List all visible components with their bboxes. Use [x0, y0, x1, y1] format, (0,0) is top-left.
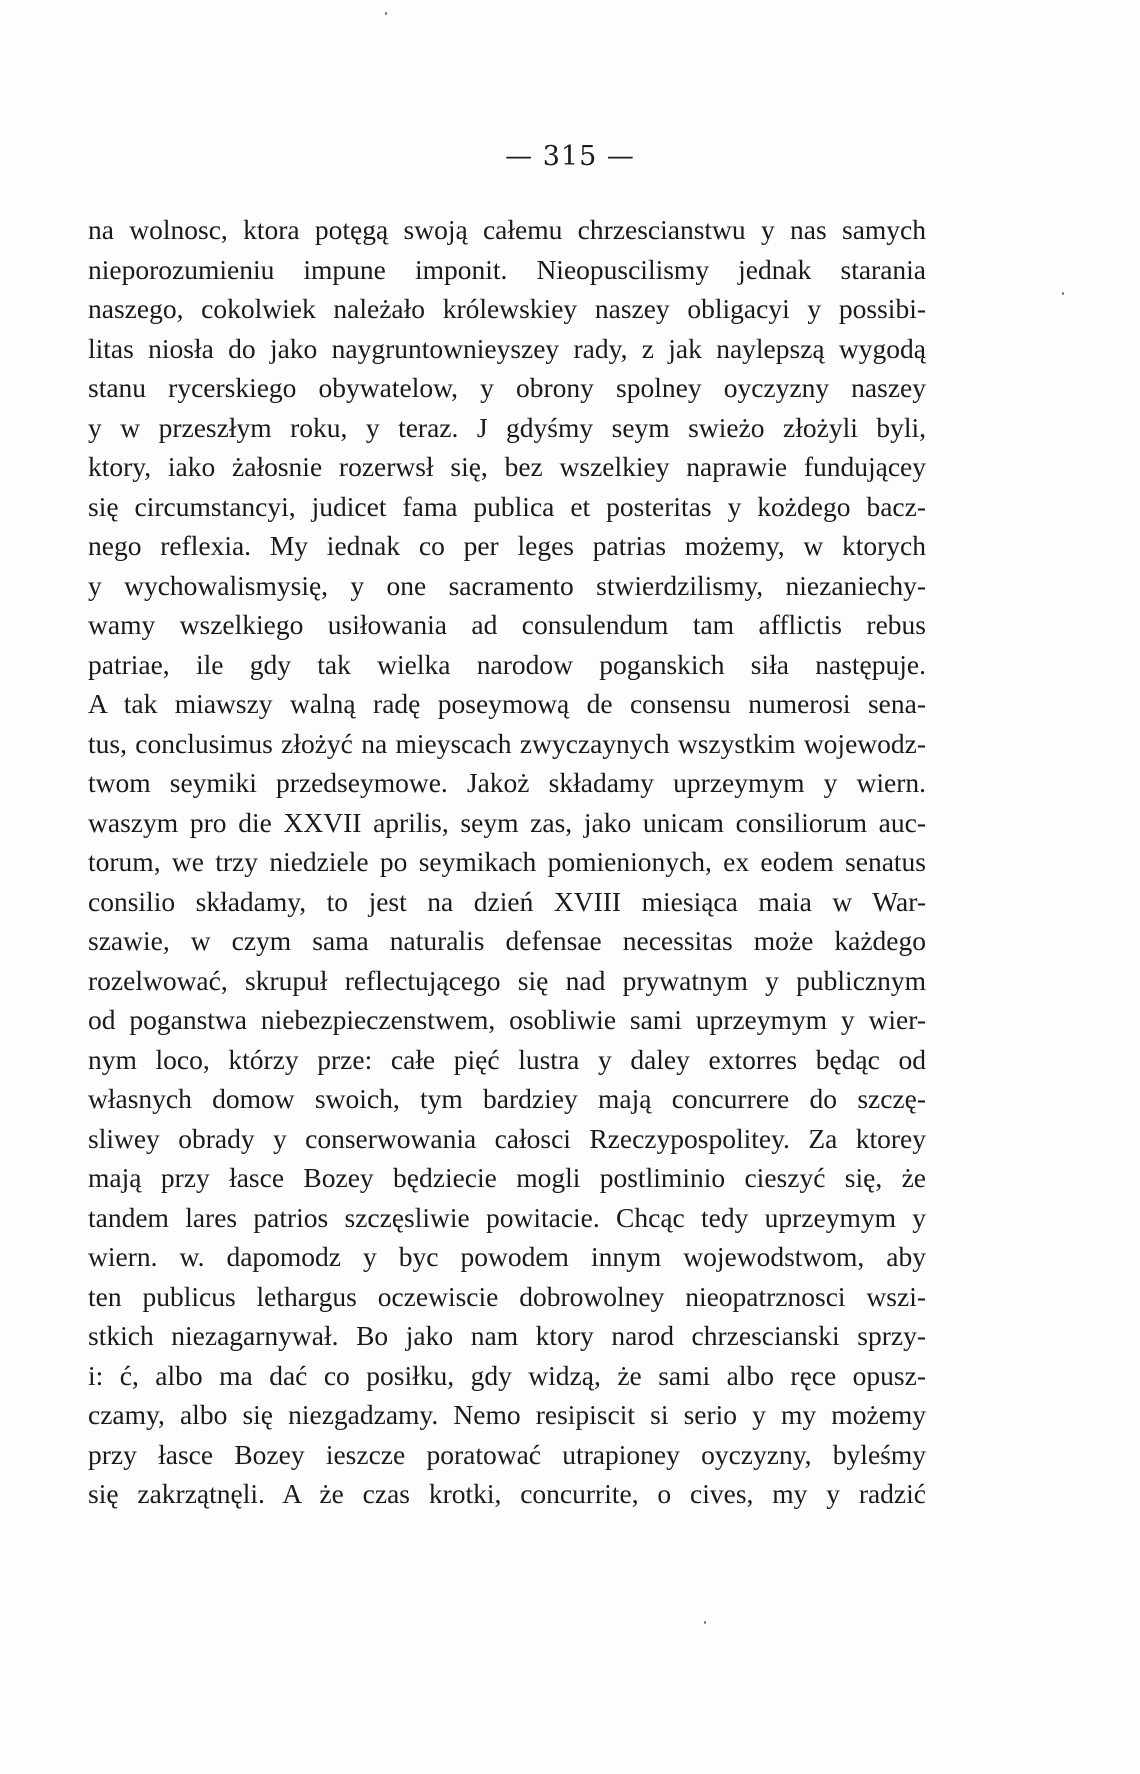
text-line: waszym pro die XXVII aprilis, seym zas, jako unicam consiliorum auc-	[88, 806, 926, 838]
text-line: przy łasce Bozey ieszcze poratować utrapioney oyczyzny, byleśmy	[88, 1438, 926, 1470]
paper-speck	[704, 1621, 706, 1624]
text-line: A tak miawszy walną radę poseymową de consensu numerosi sena-	[88, 688, 926, 719]
text-line: wamy wszelkiego usiłowania ad consulendum tam afflictis rebus	[88, 609, 926, 640]
text-line: torum, we trzy niedziele po seymikach pomienionych, ex eodem senatus	[88, 846, 926, 877]
text-line: własnych domow swoich, tym bardziey mają concurrere do szczę-	[88, 1083, 926, 1114]
paper-speck	[1062, 292, 1064, 295]
text-line: szawie, w czym sama naturalis defensae necessitas może każdego	[88, 925, 926, 956]
text-line: nieporozumieniu impune imponit. Nieopuscilismy jednak starania	[88, 253, 926, 285]
paper-speck	[385, 12, 387, 15]
text-line: się zakrzątnęli. A że czas krotki, concurrite, o cives, my y radzić	[88, 1478, 926, 1509]
text-line: y wychowalismysię, y one sacramento stwierdzilismy, niezaniechy-	[88, 569, 926, 601]
text-line: od poganstwa niebezpieczenstwem, osobliwie sami uprzeymym y wier-	[88, 1004, 926, 1035]
text-line: mają przy łasce Bozey będziecie mogli postliminio cieszyć się, że	[88, 1162, 926, 1193]
text-line: nym loco, którzy prze: całe pięć lustra y daley extorres będąc od	[88, 1043, 926, 1075]
page-number: — 315 —	[505, 141, 635, 172]
text-line: się circumstancyi, judicet fama publica et posteritas y kożdego bacz-	[88, 490, 926, 522]
text-line: sliwey obrady y conserwowania całosci Rzeczypospolitey. Za ktorey	[88, 1122, 926, 1154]
text-line: patriae, ile gdy tak wielka narodow poganskich siła następuje.	[88, 648, 926, 680]
body-text	[88, 210, 926, 1514]
text-line: wiern. w. dapomodz y byc powodem innym wojewodstwom, aby	[88, 1241, 926, 1272]
text-line: nego reflexia. My iednak co per leges patrias możemy, w ktorych	[88, 530, 926, 561]
text-line: rozelwować, skrupuł reflectującego się nad prywatnym y publicznym	[88, 964, 926, 996]
text-line: czamy, albo się niezgadzamy. Nemo resipiscit si serio y my możemy	[88, 1399, 926, 1430]
text-line: ten publicus lethargus oczewiscie dobrowolney nieopatrznosci wszi-	[88, 1280, 926, 1312]
text-line: consilio składamy, to jest na dzień XVIII miesiąca maia w War-	[88, 885, 926, 917]
text-line: na wolnosc, ktora potęgą swoją całemu chrzescianstwu y nas samych	[88, 214, 926, 245]
text-line: stanu rycerskiego obywatelow, y obrony spolney oyczyzny naszey	[88, 372, 926, 403]
text-line: twom seymiki przedseymowe. Jakoż składamy uprzeymym y wiern.	[88, 767, 926, 798]
text-line: ktory, iako żałosnie rozerwsł się, bez wszelkiey naprawie fundującey	[88, 451, 926, 482]
text-line: naszego, cokolwiek należało królewskiey naszey obligacyi y possibi-	[88, 293, 926, 324]
text-line: y w przeszłym roku, y teraz. J gdyśmy seym swieżo złożyli byli,	[88, 411, 926, 443]
text-line: tandem lares patrios szczęsliwie powitacie. Chcąc tedy uprzeymym y	[88, 1201, 926, 1233]
text-line: stkich niezagarnywał. Bo jako nam ktory narod chrzescianski sprzy-	[88, 1320, 926, 1351]
text-line: i: ć, albo ma dać co posiłku, gdy widzą, że sami albo ręce opusz-	[88, 1359, 926, 1391]
text-line: tus, conclusimus złożyć na mieyscach zwyczaynych wszystkim wojewodz-	[88, 727, 926, 759]
text-line: litas niosła do jako naygruntownieyszey rady, z jak naylepszą wygodą	[88, 332, 926, 364]
